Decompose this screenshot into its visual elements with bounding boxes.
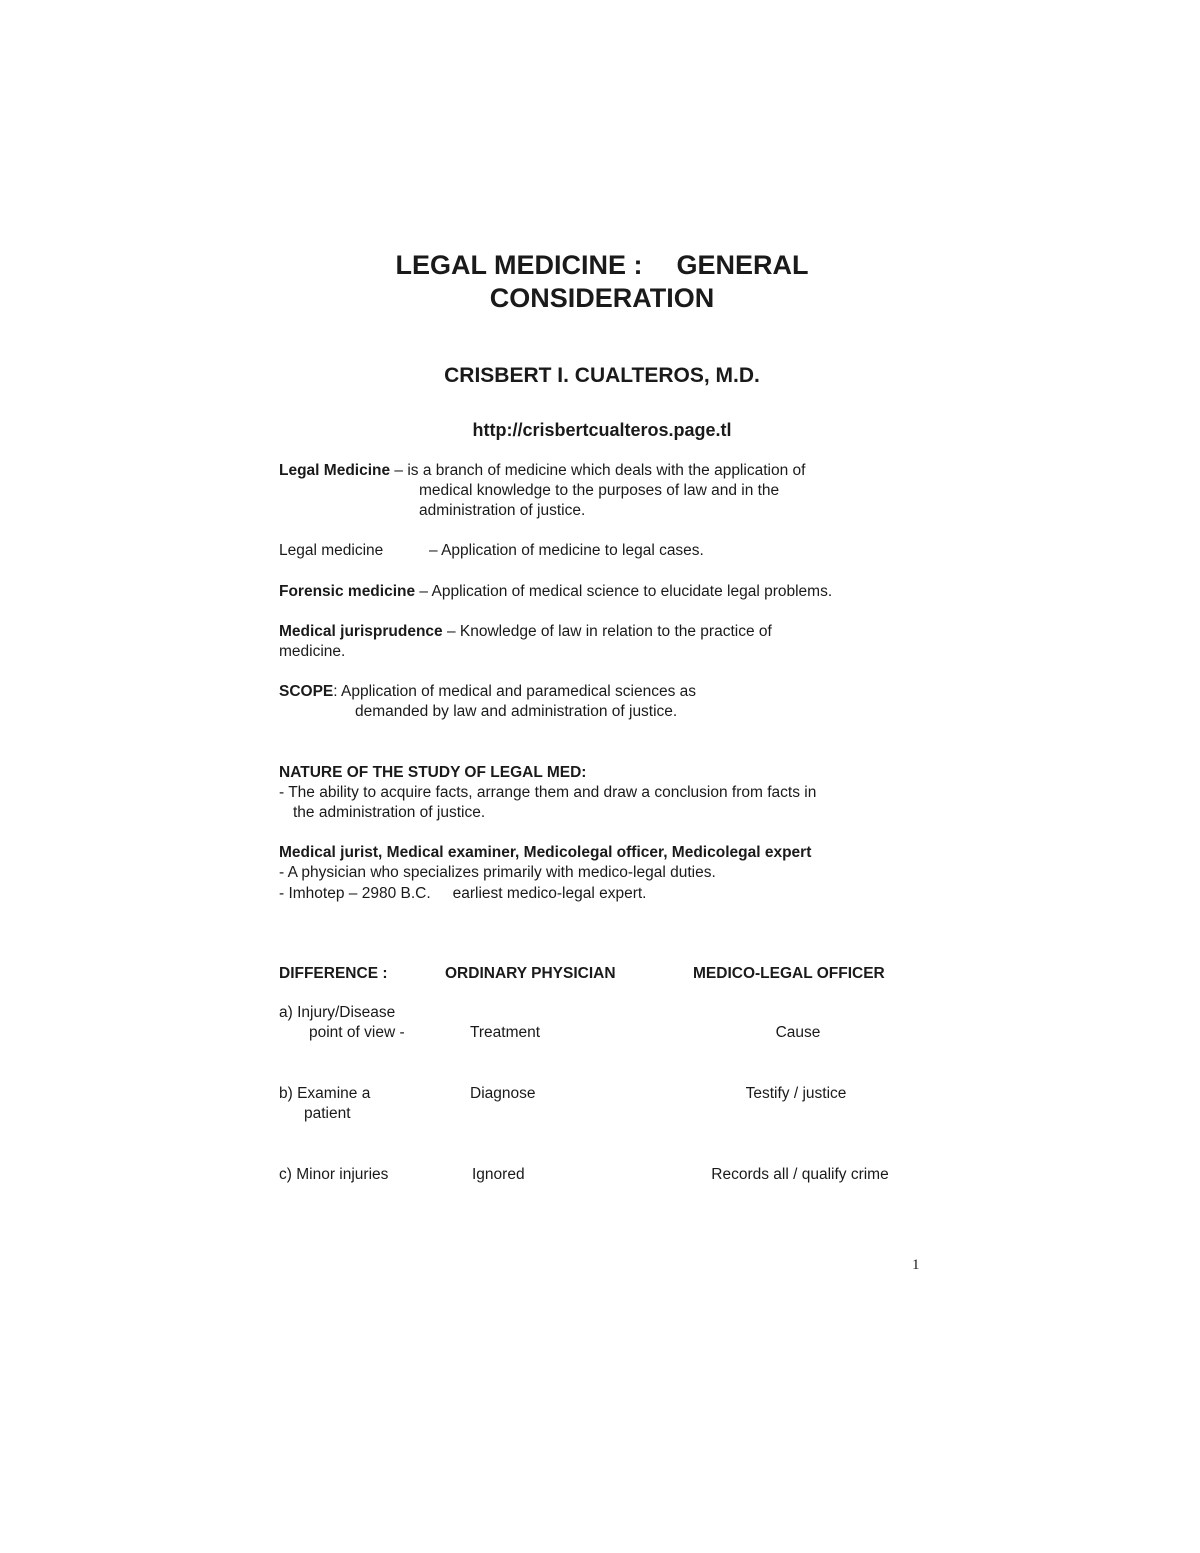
jurist-earliest: earliest medico-legal expert. — [452, 885, 647, 902]
def-legal-medicine-short-term: Legal medicine — [279, 542, 384, 559]
def-term: Legal Medicine — [279, 462, 391, 479]
table-header-ordinary-physician: ORDINARY PHYSICIAN — [445, 965, 616, 982]
title-line-2: CONSIDERATION — [489, 283, 715, 313]
title-part-1: LEGAL MEDICINE : — [395, 250, 643, 280]
author-name: CRISBERT I. CUALTEROS, M.D. — [444, 364, 760, 387]
row-medicolegal: Records all / qualify crime — [711, 1166, 889, 1183]
def-text: : Application of medical and paramedical sciences as — [333, 683, 696, 700]
def-text: – Application of medical science to elucidate legal problems. — [415, 583, 833, 600]
def-term: SCOPE — [279, 683, 334, 700]
def-legal-medicine — [279, 461, 805, 481]
row-label-line-1: c) Minor injuries — [279, 1166, 389, 1183]
row-label-line-1: b) Examine a — [279, 1085, 371, 1102]
row-label-line-2: point of view - — [309, 1024, 405, 1041]
def-legal-medicine-short-text: – Application of medicine to legal cases. — [429, 542, 704, 559]
def-legal-medicine-cont-1: medical knowledge to the purposes of law and in the — [419, 482, 780, 499]
def-scope-cont: demanded by law and administration of justice. — [355, 703, 678, 720]
def-scope — [279, 682, 696, 702]
title-line-1 — [300, 249, 904, 282]
def-text: – is a branch of medicine which deals with the application of — [390, 462, 806, 479]
jurist-heading: Medical jurist, Medical examiner, Medicolegal officer, Medicolegal expert — [279, 844, 812, 861]
def-legal-medicine-cont-2: administration of justice. — [419, 502, 586, 519]
def-forensic-medicine — [279, 582, 832, 602]
document-title — [300, 249, 904, 315]
def-term: Medical jurisprudence — [279, 623, 443, 640]
table-header-medico-legal-officer: MEDICO-LEGAL OFFICER — [693, 965, 885, 982]
def-medical-jurisprudence-cont: medicine. — [279, 643, 346, 660]
nature-line-1: - The ability to acquire facts, arrange them and draw a conclusion from facts in — [279, 784, 817, 801]
def-medical-jurisprudence — [279, 622, 772, 642]
jurist-line-1: - A physician who specializes primarily with medico-legal duties. — [279, 864, 716, 881]
jurist-imhotep: - Imhotep – 2980 B.C. — [279, 885, 431, 902]
row-medicolegal: Testify / justice — [745, 1085, 847, 1102]
row-ordinary: Diagnose — [470, 1085, 536, 1102]
row-medicolegal: Cause — [775, 1024, 821, 1041]
nature-heading: NATURE OF THE STUDY OF LEGAL MED: — [279, 764, 587, 781]
row-label-line-1: a) Injury/Disease — [279, 1004, 396, 1021]
page-number: 1 — [912, 1257, 920, 1273]
row-ordinary: Treatment — [470, 1024, 541, 1041]
row-ordinary: Ignored — [472, 1166, 525, 1183]
author-url: http://crisbertcualteros.page.tl — [472, 420, 732, 440]
def-term: Forensic medicine — [279, 583, 416, 600]
jurist-line-2 — [279, 884, 646, 904]
def-text: – Knowledge of law in relation to the practice of — [442, 623, 772, 640]
nature-line-2: the administration of justice. — [293, 804, 486, 821]
row-label-line-2: patient — [304, 1105, 351, 1122]
table-header-difference: DIFFERENCE : — [279, 965, 388, 982]
title-part-2: GENERAL — [676, 250, 809, 280]
